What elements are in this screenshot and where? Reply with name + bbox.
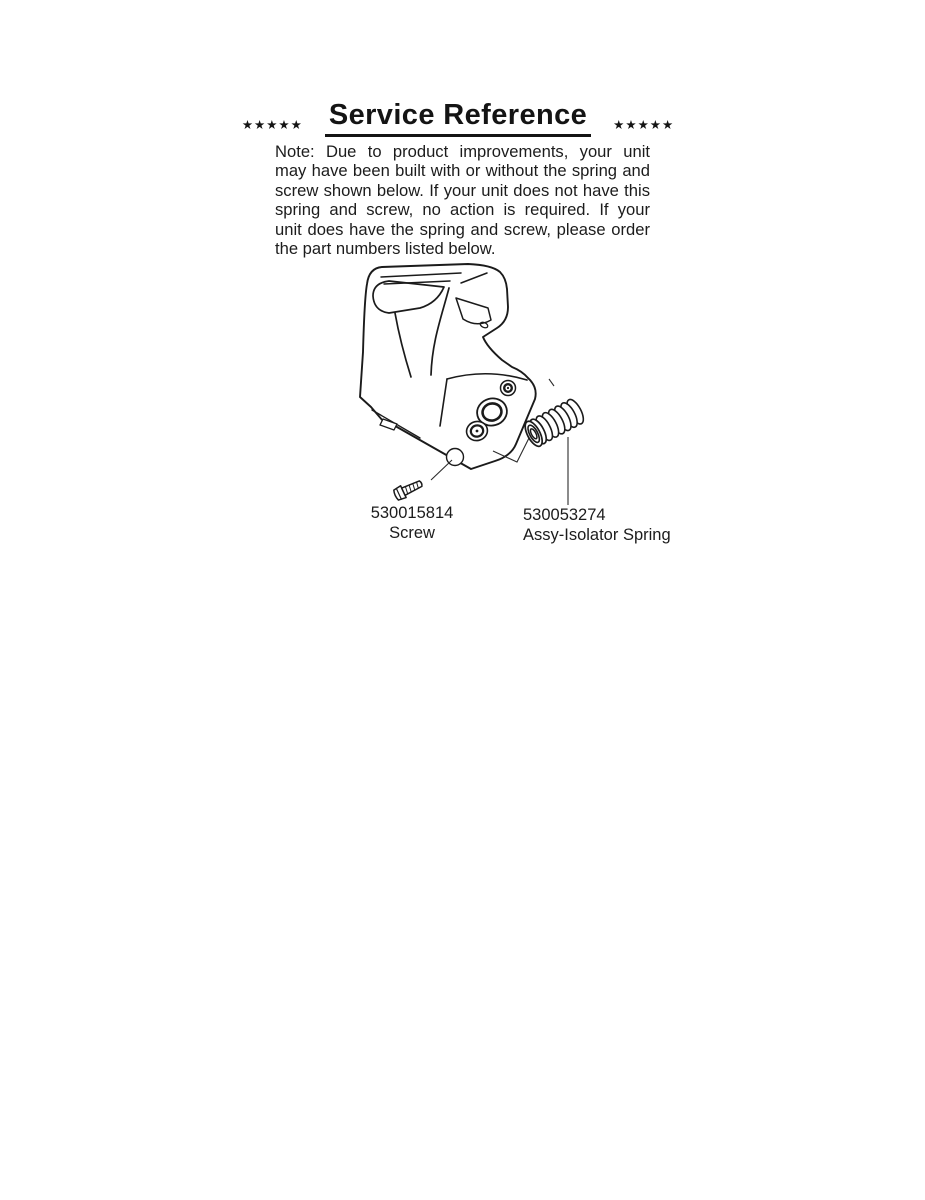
page-title: Service Reference <box>325 100 591 137</box>
part-name: Screw <box>389 523 435 542</box>
handle-assembly-exploded-view <box>340 253 640 515</box>
star-decoration-left-icon: ★★★★★ <box>241 117 303 132</box>
note-line: may have been built with or without the spring and <box>275 161 650 181</box>
handle-drawing <box>360 264 536 469</box>
screw-drawing <box>392 477 424 501</box>
part-label-screw <box>366 504 458 543</box>
note-line: the part numbers listed below. <box>275 239 496 259</box>
part-name: Assy-Isolator Spring <box>523 525 671 544</box>
note-paragraph <box>275 142 650 258</box>
note-line: unit does have the spring and screw, please order <box>275 219 650 239</box>
part-label-isolator-spring <box>523 506 693 545</box>
note-line: screw shown below. If your unit does not have this <box>275 180 650 200</box>
part-number: 530015814 <box>370 504 454 522</box>
note-line: spring and screw, no action is required. If your <box>275 200 650 220</box>
part-number: 530053274 <box>523 506 606 524</box>
star-decoration-right-icon: ★★★★★ <box>613 117 675 132</box>
page-header <box>241 99 675 137</box>
parts-diagram <box>340 253 640 515</box>
note-line: Note: Due to product improvements, your unit <box>275 142 650 161</box>
